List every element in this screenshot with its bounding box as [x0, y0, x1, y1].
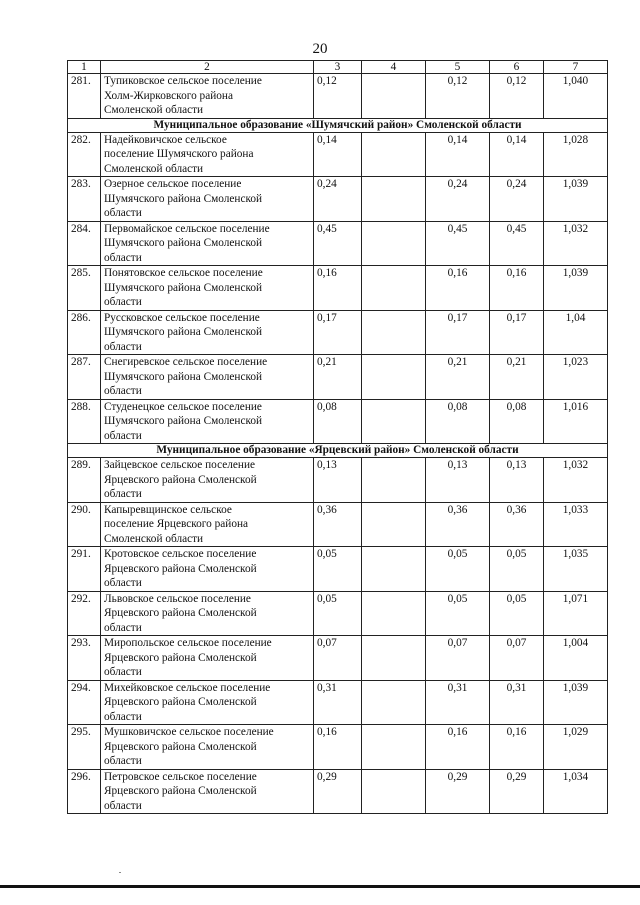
value-col-4	[362, 74, 426, 119]
value-col-7: 1,040	[544, 74, 608, 119]
value-col-3: 0,12	[314, 74, 362, 119]
value-col-6: 0,07	[490, 636, 544, 681]
value-col-7: 1,035	[544, 547, 608, 592]
table-header-row	[68, 61, 608, 74]
value-col-4	[362, 547, 426, 592]
value-col-4	[362, 132, 426, 177]
row-number: 291.	[68, 547, 101, 592]
settlement-name: Понятовское сельское поселение Шумячского района Смоленской области	[101, 266, 314, 311]
value-col-3: 0,14	[314, 132, 362, 177]
value-col-6: 0,05	[490, 591, 544, 636]
value-col-7: 1,033	[544, 502, 608, 547]
table-row	[68, 547, 608, 592]
value-col-4	[362, 221, 426, 266]
value-col-4	[362, 502, 426, 547]
row-number: 294.	[68, 680, 101, 725]
value-col-3: 0,31	[314, 680, 362, 725]
value-col-5: 0,16	[426, 266, 490, 311]
row-number: 295.	[68, 725, 101, 770]
page-number: 20	[312, 41, 328, 57]
table-row	[68, 458, 608, 503]
value-col-3: 0,16	[314, 725, 362, 770]
value-col-7: 1,04	[544, 310, 608, 355]
table-row	[68, 132, 608, 177]
column-header: 3	[314, 61, 362, 74]
value-col-7: 1,032	[544, 221, 608, 266]
table-row	[68, 74, 608, 119]
row-number: 289.	[68, 458, 101, 503]
column-header: 7	[544, 61, 608, 74]
value-col-6: 0,31	[490, 680, 544, 725]
value-col-5: 0,29	[426, 769, 490, 814]
row-number: 285.	[68, 266, 101, 311]
value-col-6: 0,21	[490, 355, 544, 400]
column-header: 6	[490, 61, 544, 74]
value-col-3: 0,08	[314, 399, 362, 444]
value-col-7: 1,039	[544, 680, 608, 725]
value-col-4	[362, 458, 426, 503]
value-col-6: 0,36	[490, 502, 544, 547]
table-row	[68, 591, 608, 636]
row-number: 288.	[68, 399, 101, 444]
value-col-7: 1,029	[544, 725, 608, 770]
value-col-4	[362, 266, 426, 311]
value-col-5: 0,21	[426, 355, 490, 400]
table-row	[68, 310, 608, 355]
value-col-5: 0,31	[426, 680, 490, 725]
value-col-3: 0,05	[314, 591, 362, 636]
value-col-4	[362, 680, 426, 725]
column-header: 4	[362, 61, 426, 74]
value-col-7: 1,028	[544, 132, 608, 177]
section-title: Муниципальное образование «Ярцевский район» Смоленской области	[68, 444, 608, 458]
value-col-4	[362, 310, 426, 355]
value-col-7: 1,016	[544, 399, 608, 444]
value-col-4	[362, 725, 426, 770]
value-col-3: 0,21	[314, 355, 362, 400]
settlement-name: Кротовское сельское поселение Ярцевского района Смоленской области	[101, 547, 314, 592]
table-row	[68, 355, 608, 400]
settlement-name: Руссковское сельское поселение Шумячского района Смоленской области	[101, 310, 314, 355]
settlement-name: Студенецкое сельское поселение Шумячского района Смоленской области	[101, 399, 314, 444]
value-col-7: 1,034	[544, 769, 608, 814]
value-col-6: 0,17	[490, 310, 544, 355]
value-col-4	[362, 177, 426, 222]
row-number: 287.	[68, 355, 101, 400]
value-col-7: 1,032	[544, 458, 608, 503]
row-number: 296.	[68, 769, 101, 814]
value-col-5: 0,17	[426, 310, 490, 355]
table-body	[68, 74, 608, 814]
value-col-5: 0,45	[426, 221, 490, 266]
value-col-4	[362, 399, 426, 444]
value-col-3: 0,45	[314, 221, 362, 266]
row-number: 281.	[68, 74, 101, 119]
row-number: 286.	[68, 310, 101, 355]
section-title: Муниципальное образование «Шумячский район» Смоленской области	[68, 118, 608, 132]
value-col-5: 0,05	[426, 547, 490, 592]
value-col-3: 0,16	[314, 266, 362, 311]
value-col-4	[362, 769, 426, 814]
value-col-7: 1,039	[544, 266, 608, 311]
settlement-name: Мушковичское сельское поселение Ярцевского района Смоленской области	[101, 725, 314, 770]
settlement-name: Озерное сельское поселение Шумячского района Смоленской области	[101, 177, 314, 222]
value-col-6: 0,12	[490, 74, 544, 119]
value-col-5: 0,05	[426, 591, 490, 636]
table-row	[68, 399, 608, 444]
value-col-3: 0,07	[314, 636, 362, 681]
settlement-name: Львовское сельское поселение Ярцевского района Смоленской области	[101, 591, 314, 636]
row-number: 290.	[68, 502, 101, 547]
value-col-3: 0,24	[314, 177, 362, 222]
coefficients-table	[67, 60, 608, 814]
value-col-5: 0,07	[426, 636, 490, 681]
section-header-row	[68, 444, 608, 458]
settlement-name: Миропольское сельское поселение Ярцевского района Смоленской области	[101, 636, 314, 681]
table-row	[68, 502, 608, 547]
row-number: 284.	[68, 221, 101, 266]
value-col-4	[362, 591, 426, 636]
settlement-name: Петровское сельское поселение Ярцевского района Смоленской области	[101, 769, 314, 814]
table-row	[68, 177, 608, 222]
row-number: 293.	[68, 636, 101, 681]
footer-rule	[0, 885, 640, 888]
row-number: 282.	[68, 132, 101, 177]
value-col-6: 0,24	[490, 177, 544, 222]
column-header: 1	[68, 61, 101, 74]
value-col-5: 0,36	[426, 502, 490, 547]
value-col-5: 0,08	[426, 399, 490, 444]
value-col-6: 0,05	[490, 547, 544, 592]
settlement-name: Зайцевское сельское поселение Ярцевского района Смоленской области	[101, 458, 314, 503]
table-row	[68, 636, 608, 681]
settlement-name: Тупиковское сельское поселение Холм-Жирковского района Смоленской области	[101, 74, 314, 119]
value-col-7: 1,039	[544, 177, 608, 222]
value-col-5: 0,24	[426, 177, 490, 222]
value-col-6: 0,16	[490, 725, 544, 770]
table-row	[68, 769, 608, 814]
table-row	[68, 266, 608, 311]
value-col-5: 0,14	[426, 132, 490, 177]
table-row	[68, 680, 608, 725]
value-col-3: 0,13	[314, 458, 362, 503]
value-col-6: 0,08	[490, 399, 544, 444]
section-header-row	[68, 118, 608, 132]
value-col-6: 0,16	[490, 266, 544, 311]
settlement-name: Надейковичское сельское поселение Шумячского района Смоленской области	[101, 132, 314, 177]
value-col-7: 1,023	[544, 355, 608, 400]
row-number: 283.	[68, 177, 101, 222]
settlement-name: Первомайское сельское поселение Шумячского района Смоленской области	[101, 221, 314, 266]
table-row	[68, 221, 608, 266]
column-header: 2	[101, 61, 314, 74]
value-col-6: 0,45	[490, 221, 544, 266]
settlement-name: Снегиревское сельское поселение Шумячского района Смоленской области	[101, 355, 314, 400]
scan-artifact	[119, 872, 121, 873]
value-col-7: 1,004	[544, 636, 608, 681]
table-row	[68, 725, 608, 770]
value-col-3: 0,17	[314, 310, 362, 355]
value-col-5: 0,13	[426, 458, 490, 503]
value-col-3: 0,36	[314, 502, 362, 547]
row-number: 292.	[68, 591, 101, 636]
value-col-4	[362, 355, 426, 400]
column-header: 5	[426, 61, 490, 74]
value-col-6: 0,13	[490, 458, 544, 503]
value-col-6: 0,14	[490, 132, 544, 177]
value-col-3: 0,05	[314, 547, 362, 592]
value-col-5: 0,12	[426, 74, 490, 119]
settlement-name: Капыревщинское сельское поселение Ярцевского района Смоленской области	[101, 502, 314, 547]
value-col-6: 0,29	[490, 769, 544, 814]
settlement-name: Михейковское сельское поселение Ярцевского района Смоленской области	[101, 680, 314, 725]
value-col-4	[362, 636, 426, 681]
value-col-7: 1,071	[544, 591, 608, 636]
value-col-5: 0,16	[426, 725, 490, 770]
value-col-3: 0,29	[314, 769, 362, 814]
